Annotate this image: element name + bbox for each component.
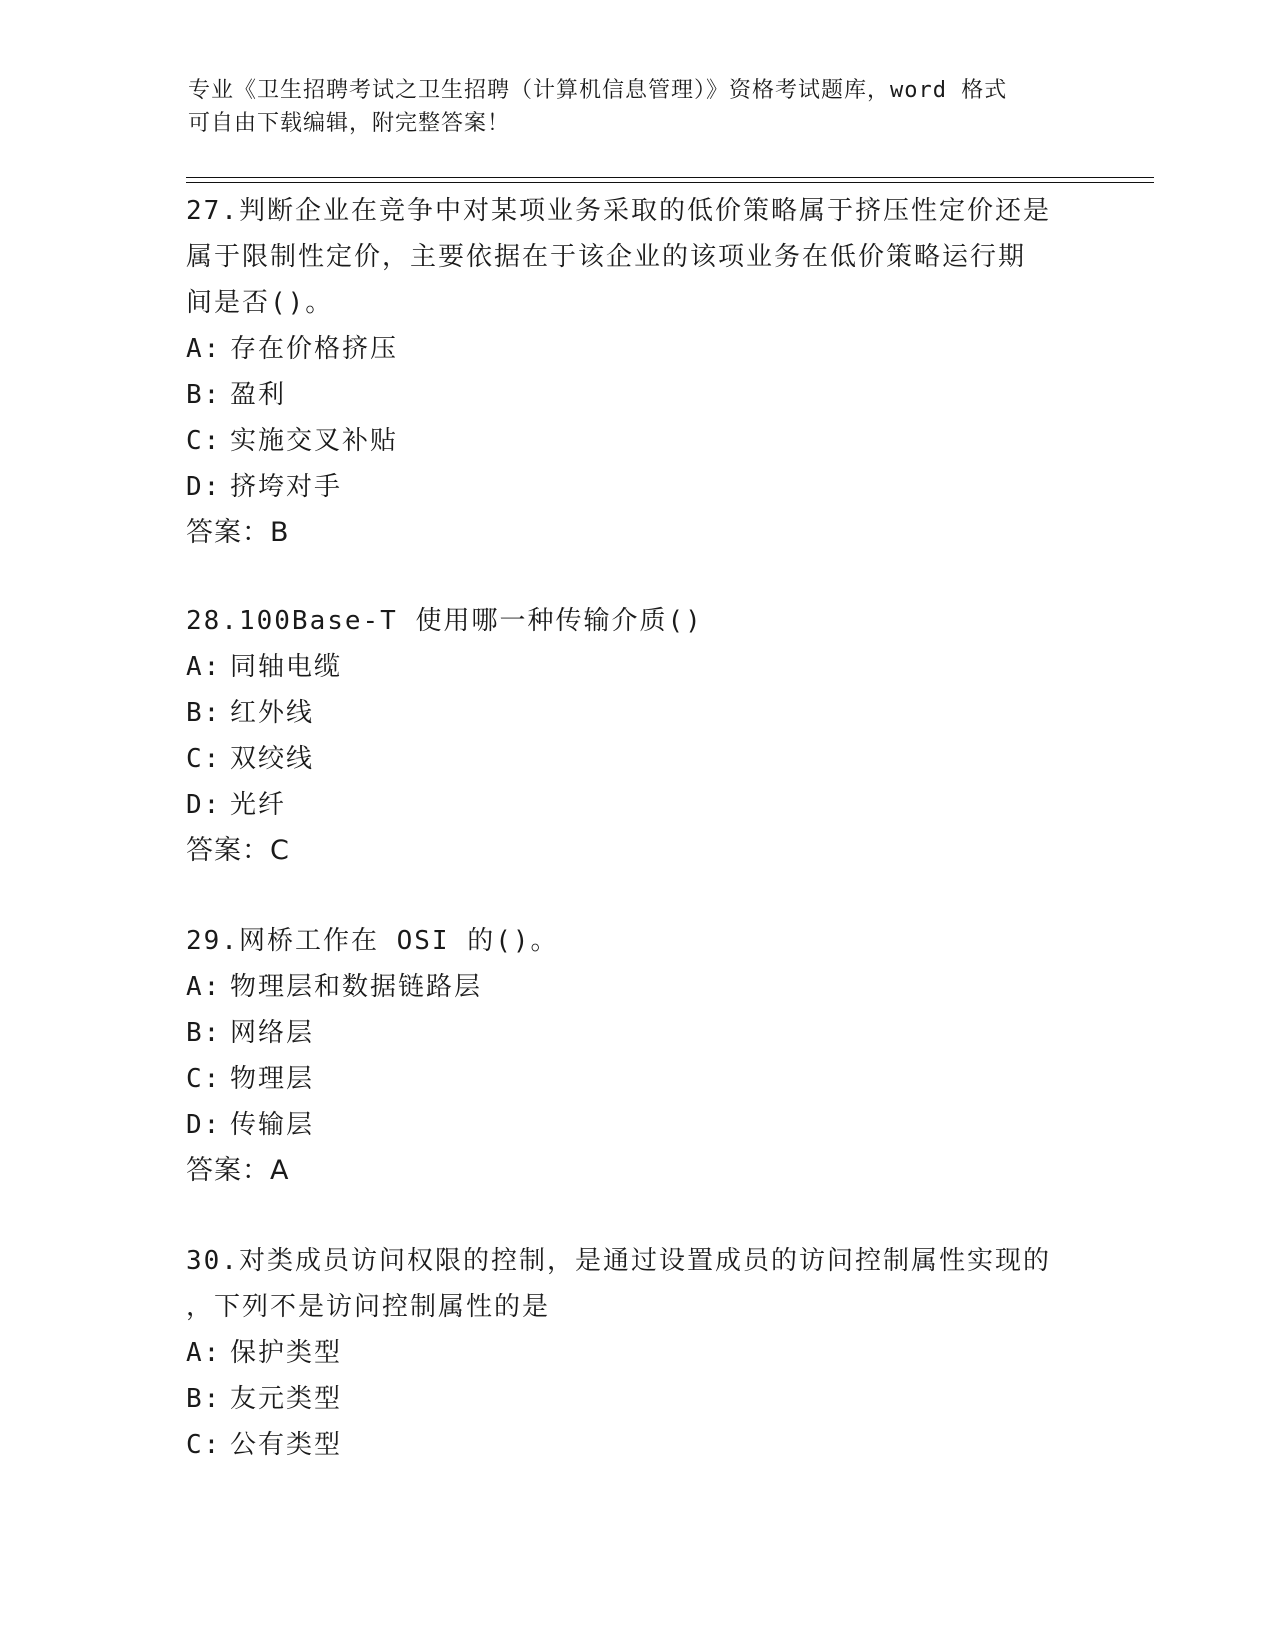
question-28 — [186, 598, 1086, 874]
option-text: 红外线 — [230, 698, 315, 728]
option-d — [186, 464, 1086, 510]
option-a — [186, 1330, 1086, 1376]
option-a — [186, 644, 1086, 690]
option-a — [186, 326, 1086, 372]
option-text: 公有类型 — [230, 1430, 343, 1460]
question-text-line: 27.判断企业在竞争中对某项业务采取的低价策略属于挤压性定价还是 — [186, 196, 1051, 226]
header-line-1: 专业《卫生招聘考试之卫生招聘（计算机信息管理）》资格考试题库，word 格式 — [188, 78, 1008, 103]
option-key: C: — [186, 744, 222, 774]
option-text: 存在价格挤压 — [230, 334, 399, 364]
document-header — [188, 74, 1088, 140]
option-key: A: — [186, 652, 222, 682]
option-c — [186, 418, 1086, 464]
option-d — [186, 782, 1086, 828]
option-key: B: — [186, 698, 222, 728]
option-d — [186, 1102, 1086, 1148]
option-c — [186, 736, 1086, 782]
option-text: 挤垮对手 — [230, 472, 343, 502]
option-b — [186, 372, 1086, 418]
option-text: 光纤 — [230, 790, 287, 820]
option-text: 保护类型 — [230, 1338, 343, 1368]
option-c — [186, 1056, 1086, 1102]
option-key: B: — [186, 1018, 222, 1048]
option-c — [186, 1422, 1086, 1468]
option-key: B: — [186, 1384, 222, 1414]
option-b — [186, 1010, 1086, 1056]
option-text: 友元类型 — [230, 1384, 343, 1414]
option-text: 实施交叉补贴 — [230, 426, 399, 456]
option-key: C: — [186, 1430, 222, 1460]
option-b — [186, 1376, 1086, 1422]
option-key: A: — [186, 1338, 222, 1368]
option-text: 网络层 — [230, 1018, 315, 1048]
header-divider-top — [186, 177, 1154, 178]
option-key: C: — [186, 1064, 222, 1094]
question-text-line: 28.100Base-T 使用哪一种传输介质() — [186, 606, 703, 636]
header-divider-bottom — [186, 182, 1154, 183]
question-text-line: 属于限制性定价，主要依据在于该企业的该项业务在低价策略运行期 — [186, 242, 1027, 272]
option-text: 物理层 — [230, 1064, 315, 1094]
answer-label: 答案：C — [186, 835, 290, 866]
option-text: 双绞线 — [230, 744, 315, 774]
option-text: 物理层和数据链路层 — [230, 972, 483, 1002]
option-text: 盈利 — [230, 380, 287, 410]
header-line-2: 可自由下载编辑，附完整答案！ — [188, 111, 511, 136]
question-29 — [186, 918, 1086, 1194]
option-key: D: — [186, 1110, 222, 1140]
option-a — [186, 964, 1086, 1010]
option-b — [186, 690, 1086, 736]
question-text-line: ，下列不是访问控制属性的是 — [186, 1292, 551, 1322]
answer-label: 答案：A — [186, 1155, 290, 1186]
option-text: 同轴电缆 — [230, 652, 343, 682]
question-text-line: 29.网桥工作在 OSI 的()。 — [186, 926, 559, 956]
option-key: A: — [186, 972, 222, 1002]
option-key: D: — [186, 472, 222, 502]
question-text-line: 30.对类成员访问权限的控制，是通过设置成员的访问控制属性实现的 — [186, 1246, 1051, 1276]
option-key: B: — [186, 380, 222, 410]
question-27 — [186, 188, 1086, 556]
option-key: A: — [186, 334, 222, 364]
question-30 — [186, 1238, 1086, 1468]
answer-label: 答案：B — [186, 517, 290, 548]
option-key: D: — [186, 790, 222, 820]
option-key: C: — [186, 426, 222, 456]
option-text: 传输层 — [230, 1110, 315, 1140]
question-text-line: 间是否()。 — [186, 288, 334, 318]
